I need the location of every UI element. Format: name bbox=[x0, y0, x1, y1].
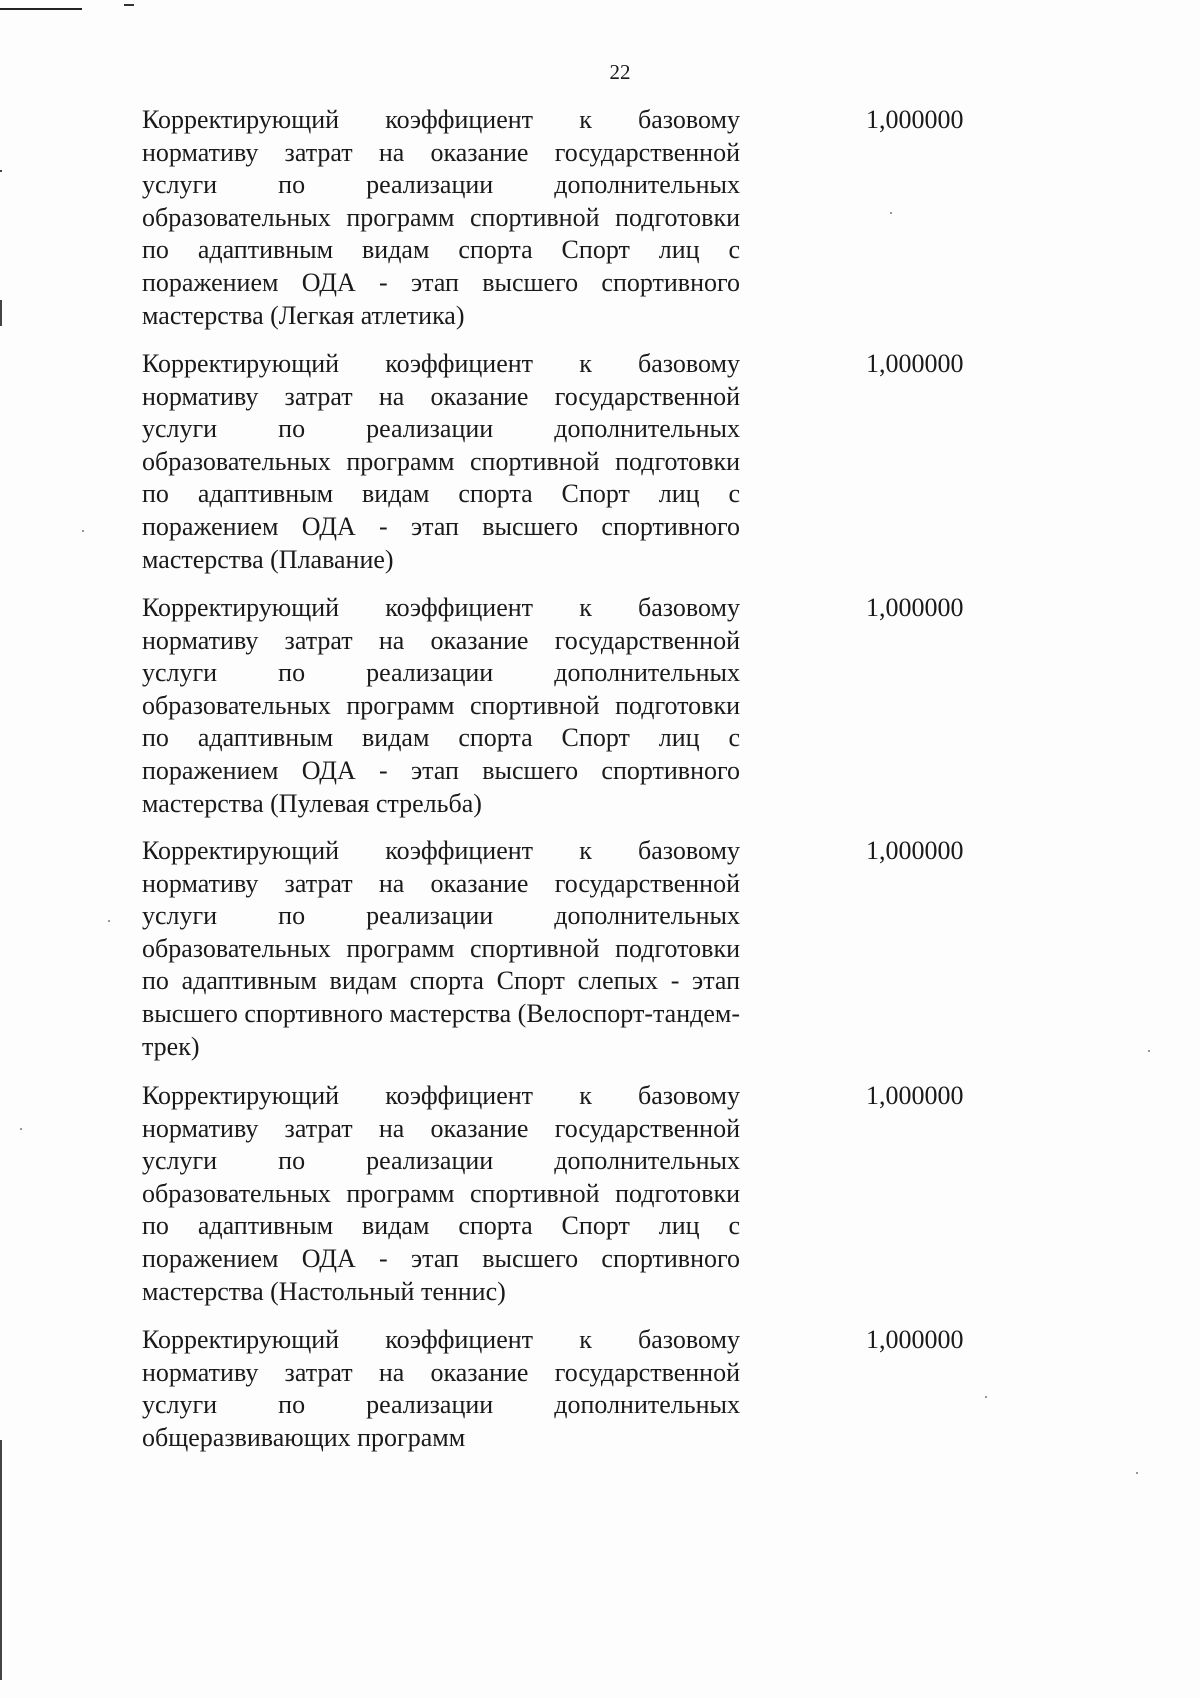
scan-speck bbox=[20, 1128, 22, 1130]
scan-speck bbox=[1148, 1050, 1150, 1052]
coefficient-entry bbox=[142, 1324, 1142, 1454]
entry-value: 1,000000 bbox=[866, 349, 964, 378]
entry-description: Корректирующий коэффициент к базовому нормативу затрат на оказание государственной услуги по реализации дополнительных образовательных программ спортивной подготовки по адаптивным видам спорта Спорт лиц с поражением ОДА - этап высшего спортивного мастерства (Настольный теннис) bbox=[142, 1081, 740, 1306]
entry-description: Корректирующий коэффициент к базовому нормативу затрат на оказание государственной услуги по реализации дополнительных образовательных программ спортивной подготовки по адаптивным видам спорта Спорт лиц с поражением ОДА - этап высшего спортивного мастерства (Пулевая стрельба) bbox=[142, 593, 740, 818]
entry-description: Корректирующий коэффициент к базовому нормативу затрат на оказание государственной услуги по реализации дополнительных образовательных программ спортивной подготовки по адаптивным видам спорта Спорт лиц с поражением ОДА - этап высшего спортивного мастерства (Плавание) bbox=[142, 349, 740, 574]
scan-speck bbox=[1136, 1472, 1138, 1474]
coefficient-entry bbox=[142, 348, 1142, 576]
coefficient-entry bbox=[142, 592, 1142, 820]
entry-value: 1,000000 bbox=[866, 836, 964, 865]
coefficient-entry bbox=[142, 835, 1142, 1063]
margin-mark bbox=[0, 170, 2, 172]
entry-description: Корректирующий коэффициент к базовому нормативу затрат на оказание государственной услуги по реализации дополнительных образовательных программ спортивной подготовки по адаптивным видам спорта Спорт лиц с поражением ОДА - этап высшего спортивного мастерства (Легкая атлетика) bbox=[142, 105, 740, 330]
entry-value: 1,000000 bbox=[866, 1081, 964, 1110]
header-rule bbox=[0, 8, 82, 10]
entry-description: Корректирующий коэффициент к базовому нормативу затрат на оказание государственной услуги по реализации дополнительных образовательных программ спортивной подготовки по адаптивным видам спорта Спорт слепых - этап высшего спортивного мастерства (Велоспорт-тандем-трек) bbox=[142, 836, 740, 1061]
entry-description: Корректирующий коэффициент к базовому нормативу затрат на оказание государственной услуги по реализации дополнительных общеразвивающих программ bbox=[142, 1325, 740, 1452]
header-tick bbox=[124, 4, 134, 6]
coefficient-entry bbox=[142, 104, 1142, 332]
margin-mark bbox=[0, 300, 2, 326]
entry-value: 1,000000 bbox=[866, 105, 964, 134]
coefficient-entry bbox=[142, 1080, 1142, 1308]
entry-value: 1,000000 bbox=[866, 1325, 964, 1354]
scan-speck bbox=[108, 920, 110, 922]
page-number: 22 bbox=[609, 60, 631, 84]
entry-value: 1,000000 bbox=[866, 593, 964, 622]
margin-mark bbox=[0, 1440, 2, 1680]
scan-speck bbox=[82, 530, 84, 532]
